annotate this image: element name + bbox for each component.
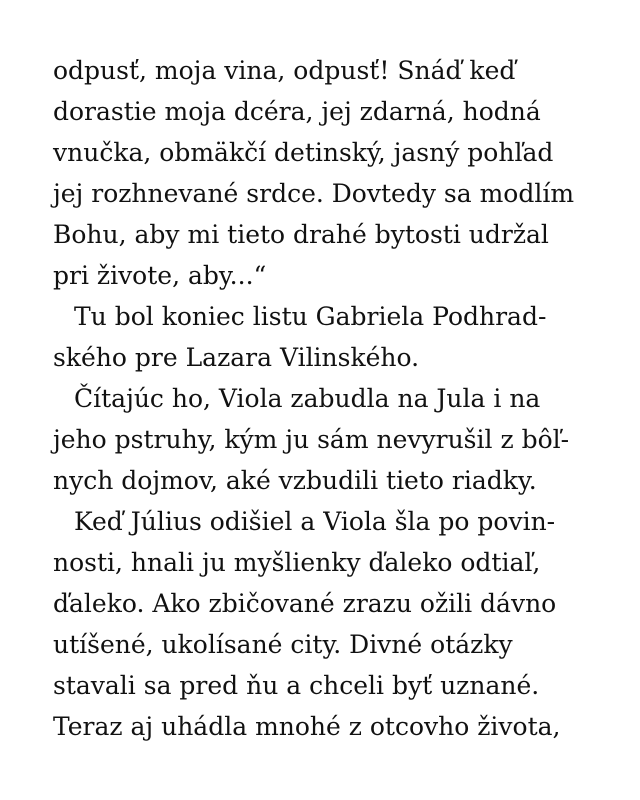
text-line: pri živote, aby...“	[53, 261, 267, 290]
text-line: vnučka, obmäkčí detinský, jasný pohľad	[53, 138, 554, 167]
text-line: odpusť, moja vina, odpusť! Snáď keď	[53, 56, 516, 85]
text-line: ďaleko. Ako zbičované zrazu ožili dávno	[53, 589, 557, 618]
text-line: utíšené, ukolísané city. Divné otázky	[53, 630, 513, 659]
text-line: jej rozhnevané srdce. Dovtedy sa modlím	[53, 179, 575, 208]
text-line: Bohu, aby mi tieto drahé bytosti udržal	[53, 220, 549, 249]
text-line: dorastie moja dcéra, jej zdarná, hodná	[53, 97, 541, 126]
text-line: Teraz aj uhádla mnohé z otcovho života,	[53, 712, 561, 741]
paragraph-start-line: Čítajúc ho, Viola zabudla na Jula i na	[74, 384, 541, 413]
text-line: ského pre Lazara Vilinského.	[53, 343, 420, 372]
text-line: nosti, hnali ju myšlienky ďaleko odtiaľ,	[53, 548, 541, 577]
text-line: nych dojmov, aké vzbudili tieto riadky.	[53, 466, 537, 495]
paragraph-start-line: Keď Július odišiel a Viola šla po povin-	[74, 507, 556, 536]
paragraph-start-line: Tu bol koniec listu Gabriela Podhrad-	[74, 302, 547, 331]
text-line: stavali sa pred ňu a chceli byť uznané.	[53, 671, 540, 700]
text-line: jeho pstruhy, kým ju sám nevyrušil z bôľ-	[53, 425, 570, 454]
